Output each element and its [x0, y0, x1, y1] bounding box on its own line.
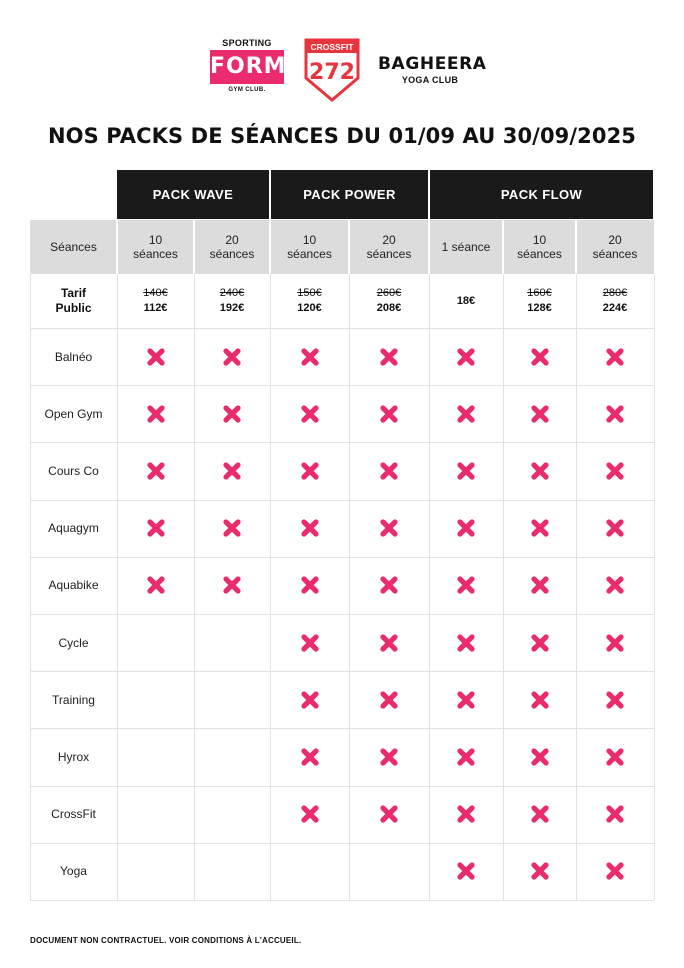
logo-bar — [0, 38, 684, 108]
price-cell — [117, 274, 194, 328]
grid-hline — [30, 328, 654, 329]
feature-name: CrossFit — [51, 807, 96, 822]
feature-cell — [349, 843, 429, 900]
pink-cross-icon — [457, 691, 475, 709]
grid-vline — [503, 274, 504, 900]
feature-cell — [576, 786, 654, 843]
feature-cell — [270, 500, 349, 557]
pink-cross-icon — [380, 691, 398, 709]
new-price: 224€ — [602, 302, 628, 314]
crossfit-272-logo — [302, 38, 362, 104]
tarif-public-label — [30, 274, 117, 328]
pink-cross-icon — [223, 576, 241, 594]
pink-cross-icon — [301, 576, 319, 594]
feature-cell — [503, 728, 576, 785]
pink-cross-icon — [531, 748, 549, 766]
feature-cell — [349, 500, 429, 557]
pink-cross-icon — [457, 748, 475, 766]
feature-cell — [117, 442, 194, 499]
pink-cross-icon — [301, 348, 319, 366]
grid-hline — [30, 557, 654, 558]
sporting-logo-bottom: GYM CLUB. — [228, 87, 266, 93]
pink-cross-icon — [147, 348, 165, 366]
session-unit: séances — [209, 247, 255, 261]
feature-cell — [503, 843, 576, 900]
pink-cross-icon — [606, 519, 624, 537]
feature-cell — [576, 385, 654, 442]
feature-label — [30, 328, 117, 385]
crossfit-logo-number: 272 — [309, 60, 355, 85]
sporting-form-logo — [208, 38, 286, 93]
price-cell — [349, 274, 429, 328]
feature-cell — [429, 500, 503, 557]
session-count-header — [194, 220, 270, 274]
grid-hline — [30, 786, 654, 787]
pink-cross-icon — [457, 862, 475, 880]
pink-cross-icon — [457, 634, 475, 652]
old-price: 260€ — [376, 287, 402, 299]
grid-hline — [30, 843, 654, 844]
feature-cell — [349, 671, 429, 728]
pink-cross-icon — [223, 348, 241, 366]
feature-cell — [270, 442, 349, 499]
feature-cell — [576, 728, 654, 785]
session-unit: séances — [592, 247, 638, 261]
pink-cross-icon — [147, 405, 165, 423]
new-price: 120€ — [297, 302, 322, 314]
session-unit: séances — [287, 247, 332, 261]
pack-header — [430, 170, 653, 219]
pink-cross-icon — [301, 519, 319, 537]
subheader-separator — [348, 220, 350, 274]
grid-hline — [30, 442, 654, 443]
session-count-header — [576, 220, 654, 274]
pink-cross-icon — [223, 519, 241, 537]
pink-cross-icon — [531, 576, 549, 594]
feature-label — [30, 385, 117, 442]
feature-cell — [429, 786, 503, 843]
subheader-separator — [116, 220, 118, 274]
subheader-separator — [502, 220, 504, 274]
pink-cross-icon — [457, 576, 475, 594]
feature-cell — [117, 328, 194, 385]
feature-name: Open Gym — [44, 406, 103, 421]
session-unit: séances — [366, 247, 412, 261]
feature-cell — [576, 500, 654, 557]
grid-vline — [194, 274, 195, 900]
session-unit: séances — [517, 247, 562, 261]
pink-cross-icon — [606, 576, 624, 594]
feature-cell — [503, 671, 576, 728]
subheader-separator — [269, 220, 271, 274]
pink-cross-icon — [380, 519, 398, 537]
pink-cross-icon — [147, 519, 165, 537]
feature-cell — [349, 728, 429, 785]
feature-cell — [429, 843, 503, 900]
pink-cross-icon — [531, 348, 549, 366]
pink-cross-icon — [301, 748, 319, 766]
feature-cell — [503, 442, 576, 499]
feature-cell — [503, 500, 576, 557]
bagheera-logo-sub: YOGA CLUB — [401, 75, 459, 85]
pink-cross-icon — [223, 405, 241, 423]
feature-cell — [349, 442, 429, 499]
pink-cross-icon — [301, 805, 319, 823]
grid-vline — [117, 274, 118, 900]
feature-cell — [270, 385, 349, 442]
pink-cross-icon — [301, 691, 319, 709]
pack-header — [271, 170, 428, 219]
pack-header-label: PACK POWER — [303, 187, 396, 202]
pink-cross-icon — [531, 634, 549, 652]
session-count: 1 séance — [441, 240, 491, 254]
feature-cell — [194, 442, 270, 499]
price-cell — [270, 274, 349, 328]
feature-cell — [117, 614, 194, 671]
feature-cell — [429, 557, 503, 614]
feature-cell — [503, 557, 576, 614]
feature-cell — [194, 385, 270, 442]
pink-cross-icon — [457, 348, 475, 366]
feature-cell — [576, 671, 654, 728]
session-count-header — [117, 220, 194, 274]
feature-label — [30, 442, 117, 499]
session-count: 20 — [225, 233, 239, 247]
pink-cross-icon — [380, 748, 398, 766]
grid-hline — [30, 728, 654, 729]
pink-cross-icon — [606, 691, 624, 709]
feature-cell — [194, 557, 270, 614]
pink-cross-icon — [380, 462, 398, 480]
grid-hline — [30, 671, 654, 672]
feature-cell — [194, 671, 270, 728]
bagheera-logo-name: BAGHEERA — [378, 54, 487, 74]
feature-cell — [349, 614, 429, 671]
pink-cross-icon — [380, 576, 398, 594]
feature-cell — [270, 557, 349, 614]
old-price: 280€ — [602, 287, 628, 299]
pink-cross-icon — [147, 462, 165, 480]
sessions-header — [30, 220, 117, 274]
pink-cross-icon — [301, 462, 319, 480]
pink-cross-icon — [531, 519, 549, 537]
feature-cell — [270, 671, 349, 728]
pink-cross-icon — [531, 405, 549, 423]
new-price: 192€ — [219, 302, 245, 314]
price-cell — [503, 274, 576, 328]
feature-cell — [117, 500, 194, 557]
sporting-logo-main: FORM — [210, 50, 284, 84]
feature-name: Training — [52, 692, 95, 707]
feature-cell — [429, 728, 503, 785]
crossfit-shield-icon — [302, 38, 362, 104]
session-count: 20 — [382, 233, 396, 247]
pink-cross-icon — [606, 462, 624, 480]
disclaimer-footer: DOCUMENT NON CONTRACTUEL. VOIR CONDITIONS À L'ACCUEIL. — [30, 936, 302, 945]
page-title: NOS PACKS DE SÉANCES DU 01/09 AU 30/09/2025 — [47, 124, 636, 148]
feature-cell — [349, 328, 429, 385]
price-cell — [429, 274, 503, 328]
feature-cell — [429, 442, 503, 499]
grid-hline — [30, 500, 654, 501]
feature-cell — [270, 728, 349, 785]
old-price: 140€ — [143, 287, 168, 299]
pink-cross-icon — [301, 634, 319, 652]
old-price: 160€ — [527, 287, 552, 299]
subheader-separator — [193, 220, 195, 274]
sessions-header-label: Séances — [50, 240, 97, 254]
feature-label — [30, 671, 117, 728]
feature-cell — [429, 671, 503, 728]
grid-hline — [30, 900, 654, 901]
public-label: Public — [55, 301, 92, 315]
feature-cell — [576, 557, 654, 614]
session-count-header — [503, 220, 576, 274]
feature-cell — [576, 442, 654, 499]
feature-cell — [194, 614, 270, 671]
feature-cell — [117, 385, 194, 442]
pink-cross-icon — [531, 862, 549, 880]
feature-label — [30, 500, 117, 557]
pink-cross-icon — [606, 748, 624, 766]
grid-hline — [30, 614, 654, 615]
feature-cell — [117, 557, 194, 614]
feature-label — [30, 557, 117, 614]
feature-cell — [429, 614, 503, 671]
pink-cross-icon — [606, 348, 624, 366]
feature-cell — [349, 557, 429, 614]
grid-vline — [429, 274, 430, 900]
pack-header-label: PACK FLOW — [500, 187, 583, 202]
grid-vline — [30, 220, 31, 900]
feature-name: Aquagym — [48, 521, 99, 536]
pink-cross-icon — [531, 691, 549, 709]
tarif-label: Tarif — [60, 286, 87, 300]
new-price: 208€ — [376, 302, 402, 314]
feature-cell — [349, 786, 429, 843]
feature-cell — [576, 614, 654, 671]
feature-cell — [117, 671, 194, 728]
feature-cell — [194, 728, 270, 785]
feature-cell — [270, 843, 349, 900]
feature-cell — [503, 385, 576, 442]
feature-name: Balnéo — [54, 349, 93, 364]
feature-cell — [194, 500, 270, 557]
feature-label — [30, 786, 117, 843]
feature-cell — [270, 614, 349, 671]
pink-cross-icon — [606, 405, 624, 423]
grid-vline — [270, 274, 271, 900]
session-count-header — [349, 220, 429, 274]
crossfit-logo-top: CROSSFIT — [310, 42, 354, 52]
pink-cross-icon — [457, 519, 475, 537]
feature-name: Hyrox — [57, 749, 90, 764]
pink-cross-icon — [457, 405, 475, 423]
feature-name: Yoga — [60, 864, 87, 879]
pink-cross-icon — [147, 576, 165, 594]
feature-name: Cycle — [58, 635, 89, 650]
bagheera-logo — [378, 54, 487, 85]
old-price: 150€ — [297, 287, 322, 299]
feature-cell — [429, 328, 503, 385]
pink-cross-icon — [223, 462, 241, 480]
feature-cell — [270, 786, 349, 843]
session-count: 10 — [148, 233, 163, 247]
pink-cross-icon — [301, 405, 319, 423]
feature-cell — [194, 786, 270, 843]
new-price: 112€ — [143, 302, 168, 314]
grid-vline — [349, 274, 350, 900]
session-unit: séances — [133, 247, 178, 261]
session-count-header — [270, 220, 349, 274]
pink-cross-icon — [531, 462, 549, 480]
pack-header-label: PACK WAVE — [152, 187, 234, 202]
pink-cross-icon — [457, 462, 475, 480]
feature-cell — [503, 614, 576, 671]
session-count-header — [429, 220, 503, 274]
feature-name: Aquabike — [48, 578, 99, 593]
feature-cell — [576, 328, 654, 385]
sporting-logo-top: SPORTING — [222, 38, 272, 48]
feature-cell — [349, 385, 429, 442]
session-count: 10 — [302, 233, 317, 247]
new-price: 18€ — [456, 294, 476, 307]
pack-header — [117, 170, 269, 219]
feature-label — [30, 614, 117, 671]
feature-cell — [117, 843, 194, 900]
pink-cross-icon — [531, 805, 549, 823]
feature-cell — [503, 786, 576, 843]
feature-cell — [270, 328, 349, 385]
pink-cross-icon — [380, 348, 398, 366]
subheader-separator — [575, 220, 577, 274]
pink-cross-icon — [457, 805, 475, 823]
pink-cross-icon — [380, 405, 398, 423]
grid-vline — [654, 274, 655, 900]
pink-cross-icon — [606, 634, 624, 652]
feature-label — [30, 728, 117, 785]
pink-cross-icon — [606, 862, 624, 880]
grid-vline — [576, 274, 577, 900]
feature-name: Cours Co — [48, 463, 99, 478]
feature-cell — [503, 328, 576, 385]
pink-cross-icon — [380, 634, 398, 652]
pink-cross-icon — [380, 805, 398, 823]
feature-cell — [117, 786, 194, 843]
pink-cross-icon — [606, 805, 624, 823]
feature-cell — [194, 843, 270, 900]
feature-cell — [429, 385, 503, 442]
session-count: 20 — [608, 233, 622, 247]
feature-cell — [117, 728, 194, 785]
feature-cell — [576, 843, 654, 900]
subheader-separator — [428, 220, 430, 274]
feature-cell — [194, 328, 270, 385]
session-count: 10 — [532, 233, 547, 247]
new-price: 128€ — [527, 302, 552, 314]
price-cell — [576, 274, 654, 328]
old-price: 240€ — [219, 287, 245, 299]
grid-hline — [30, 385, 654, 386]
feature-label — [30, 843, 117, 900]
price-cell — [194, 274, 270, 328]
